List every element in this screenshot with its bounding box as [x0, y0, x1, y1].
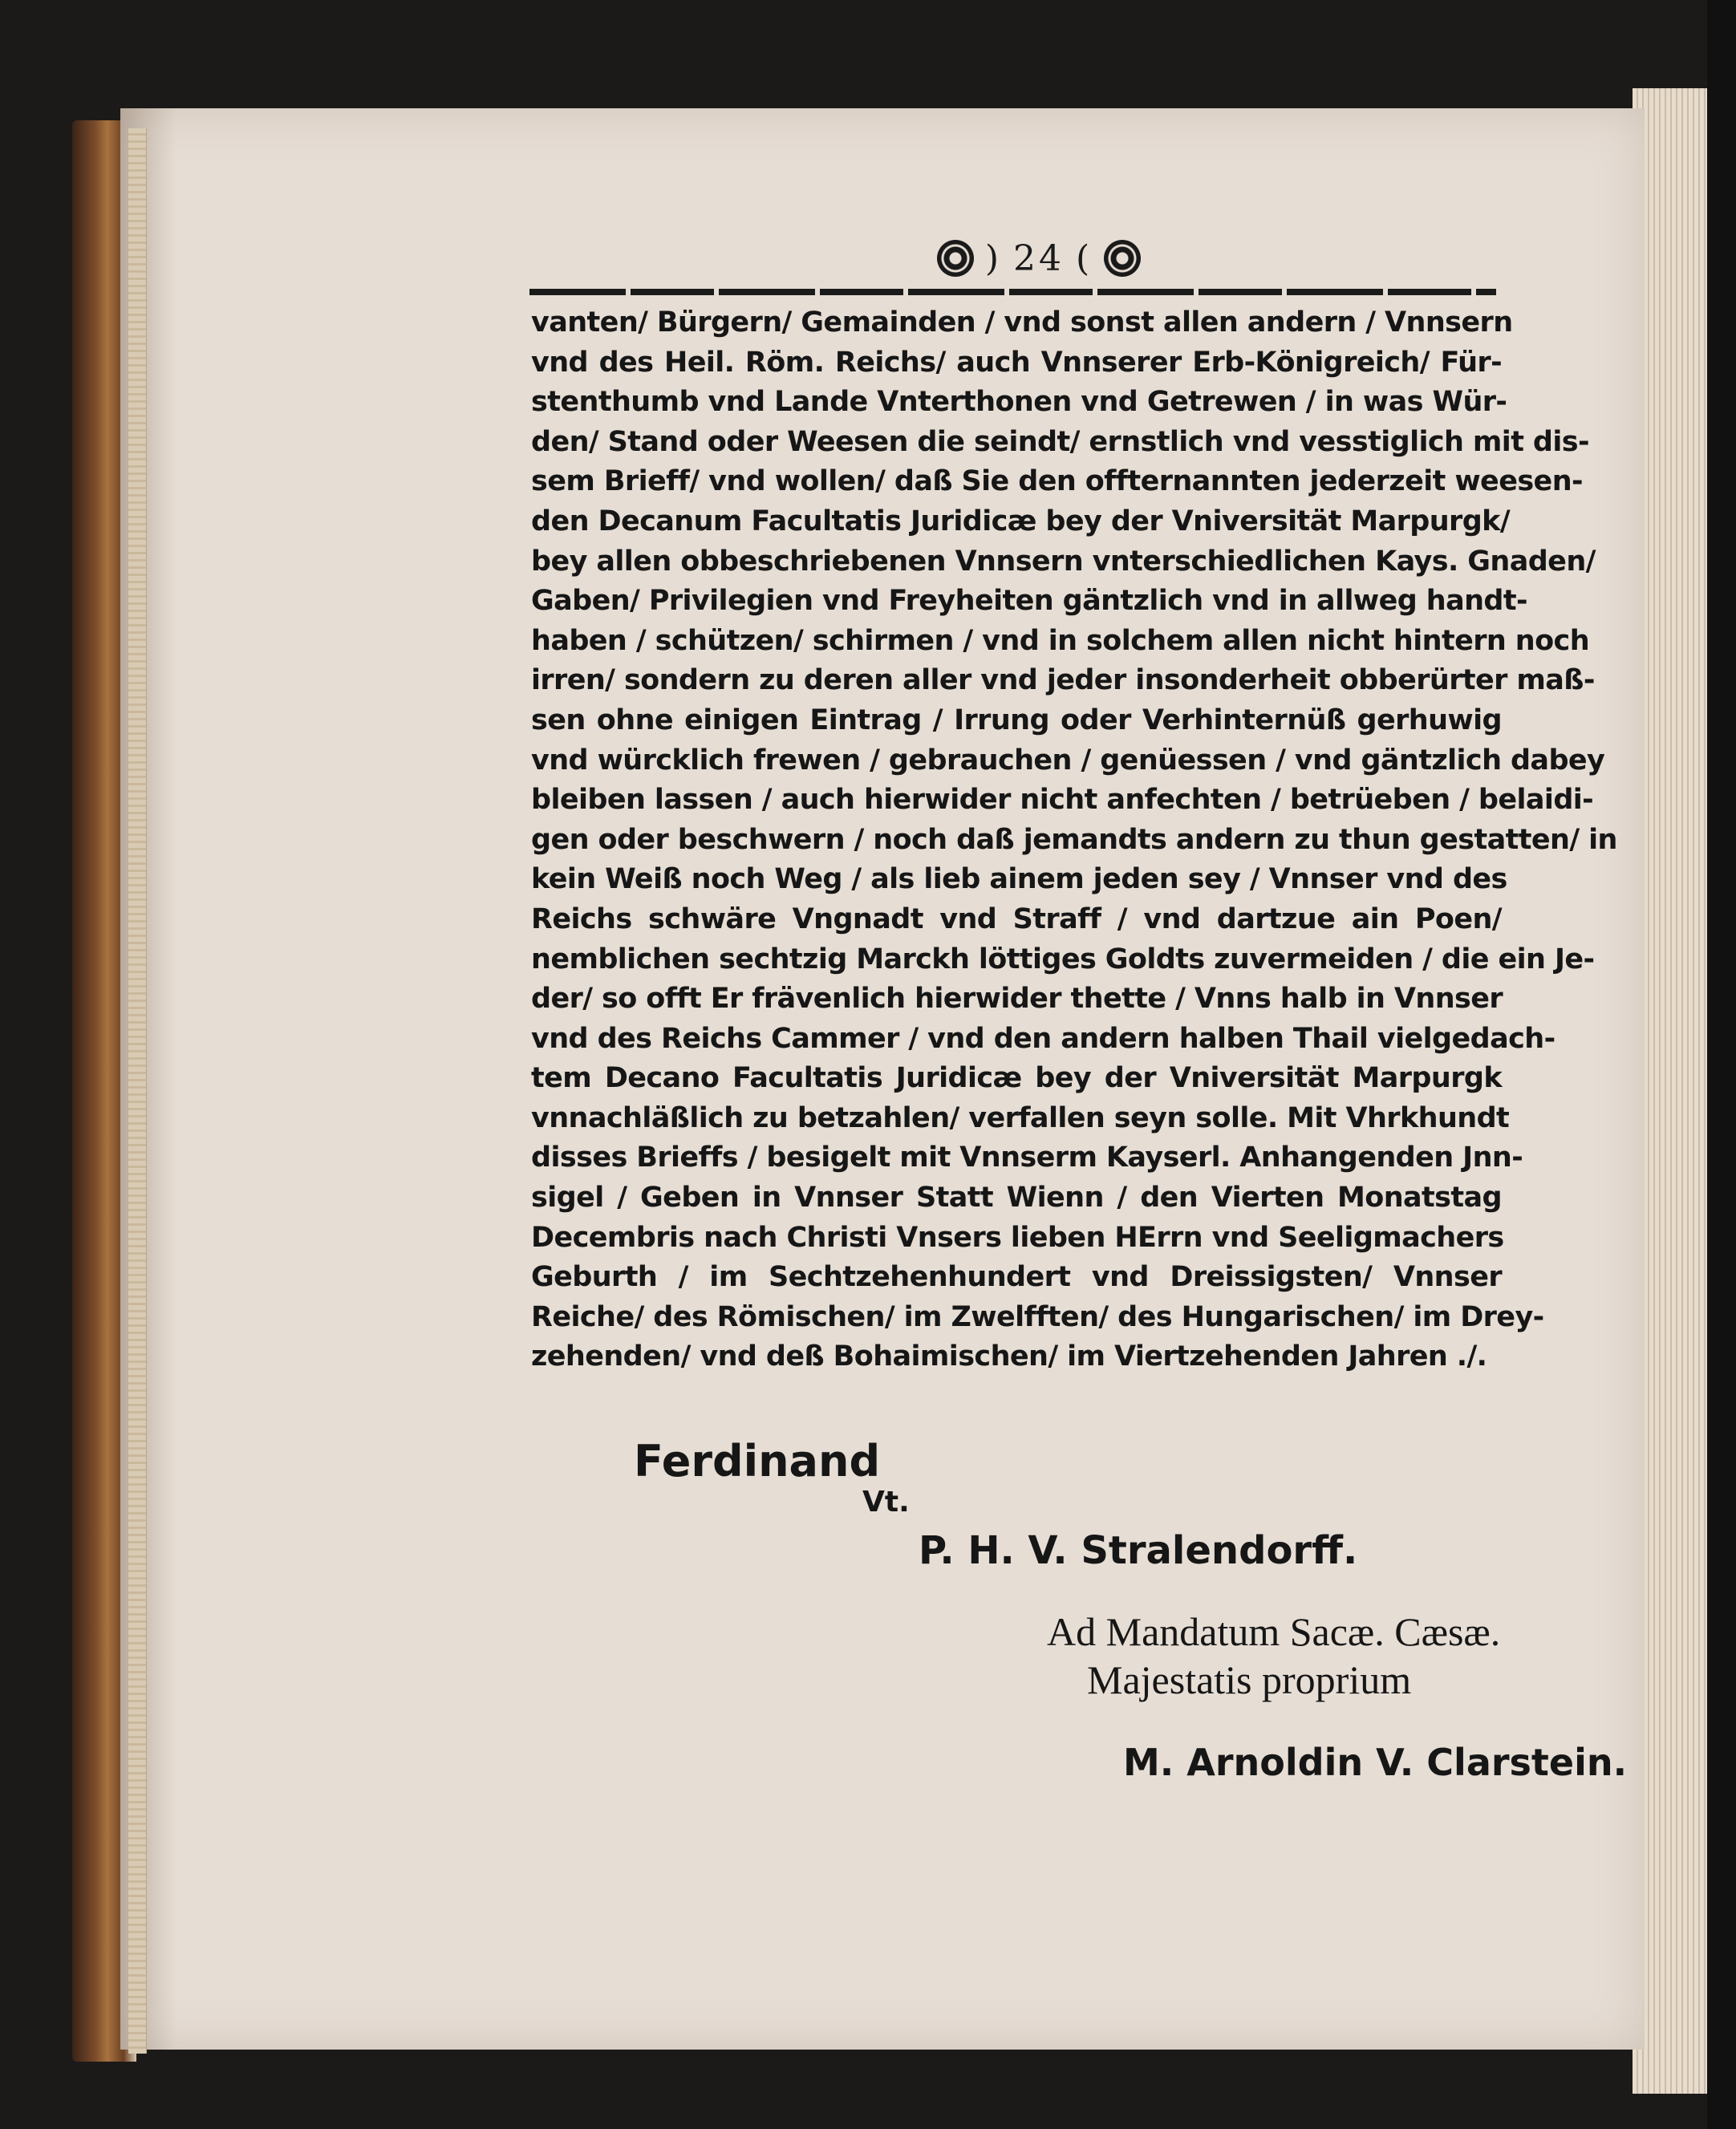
text-line: vnnachläßlich zu betzahlen/ verfallen seyn solle. Mit Vhrkhundt [531, 1101, 1510, 1134]
text-line: Gaben/ Privilegien vnd Freyheiten gäntzlich vnd in allweg handt- [531, 585, 1527, 618]
text-line: haben / schützen/ schirmen / vnd in solchem allen nicht hintern noch [531, 624, 1590, 657]
body-text [531, 303, 1617, 1377]
mandate-line-1: Ad Mandatum Sacæ. Cæsæ. [1047, 1609, 1501, 1654]
text-line: Decembris nach Christi Vnsers lieben HErrn vnd Seeligmachers [531, 1221, 1504, 1254]
text-line: zehenden/ vnd deß Bohaimischen/ im Viertzehenden Jahren ./. [531, 1340, 1487, 1373]
text-line: bleiben lassen / auch hierwider nicht anfechten / betrüeben / belaidi- [531, 784, 1594, 817]
text-line: irren/ sondern zu deren aller vnd jeder insonderheit obberürter maß- [531, 664, 1595, 697]
text-line: der/ so offt Er frävenlich hierwider thette / Vnns halb in Vnnser [531, 983, 1503, 1016]
text-line: tem Decano Facultatis Juridicæ bey der Vniversität Marpurgk [531, 1062, 1502, 1095]
header-paren-right: ( [1076, 237, 1093, 279]
text-line: disses Brieffs / besigelt mit Vnnserm Kayserl. Anhangenden Jnn- [531, 1142, 1523, 1174]
text-line: den/ Stand oder Weesen die seindt/ ernstlich vnd vesstiglich mit dis- [531, 425, 1589, 458]
ornament-right-icon [1104, 240, 1141, 277]
signature-stralendorff: P. H. V. Stralendorff. [919, 1528, 1358, 1573]
page-edges-left [128, 128, 147, 2054]
header-rule [529, 289, 1496, 295]
signature-vt: Vt. [862, 1486, 910, 1519]
signature-arnoldin: M. Arnoldin V. Clarstein. [1123, 1741, 1628, 1784]
text-line: vnd des Heil. Röm. Reichs/ auch Vnnserer Erb-Königreich/ Für- [531, 346, 1502, 379]
text-line: sen ohne einigen Eintrag / Irrung oder Verhinternüß gerhuwig [531, 704, 1502, 736]
text-line: den Decanum Facultatis Juridicæ bey der Vniversität Marpurgk/ [531, 505, 1511, 537]
text-line: vnd des Reichs Cammer / vnd den andern halben Thail vielgedach- [531, 1022, 1556, 1055]
mandate-line-2: Majestatis proprium [1087, 1657, 1412, 1702]
text-line: bey allen obbeschriebenen Vnnsern vnterschiedlichen Kays. Gnaden/ [531, 545, 1596, 578]
page-header [902, 234, 1175, 282]
text-line: stenthumb vnd Lande Vnterthonen vnd Getrewen / in was Wür- [531, 386, 1507, 419]
text-line: vnd würcklich frewen / gebrauchen / genüessen / vnd gäntzlich dabey [531, 744, 1605, 777]
page-number: 24 [1013, 237, 1065, 279]
text-line: Reiche/ des Römischen/ im Zwelfften/ des Hungarischen/ im Drey- [531, 1300, 1544, 1333]
text-line: gen oder beschwern / noch daß jemandts andern zu thun gestatten/ in [531, 823, 1617, 856]
text-line: Geburth / im Sechtzehenhundert vnd Dreissigsten/ Vnnser [531, 1261, 1502, 1294]
text-line: nemblichen sechtzig Marckh löttiges Goldts zuvermeiden / die ein Je- [531, 943, 1595, 975]
header-paren-left: ) [984, 237, 1002, 279]
text-line: sigel / Geben in Vnnser Statt Wienn / den Vierten Monatstag [531, 1182, 1502, 1215]
text-line: sem Brieff/ vnd wollen/ daß Sie den offternannten jederzeit weesen- [531, 465, 1583, 498]
scan-border-right [1707, 0, 1736, 2129]
text-line: vanten/ Bürgern/ Gemainden / vnd sonst allen andern / Vnnsern [531, 306, 1513, 339]
text-line: Reichs schwäre Vngnadt vnd Straff / vnd dartzue ain Poen/ [531, 902, 1502, 935]
signature-ferdinand: Ferdinand [634, 1436, 881, 1486]
ornament-left-icon [937, 240, 974, 277]
text-line: kein Weiß noch Weg / als lieb ainem jeden sey / Vnnser vnd des [531, 863, 1507, 896]
